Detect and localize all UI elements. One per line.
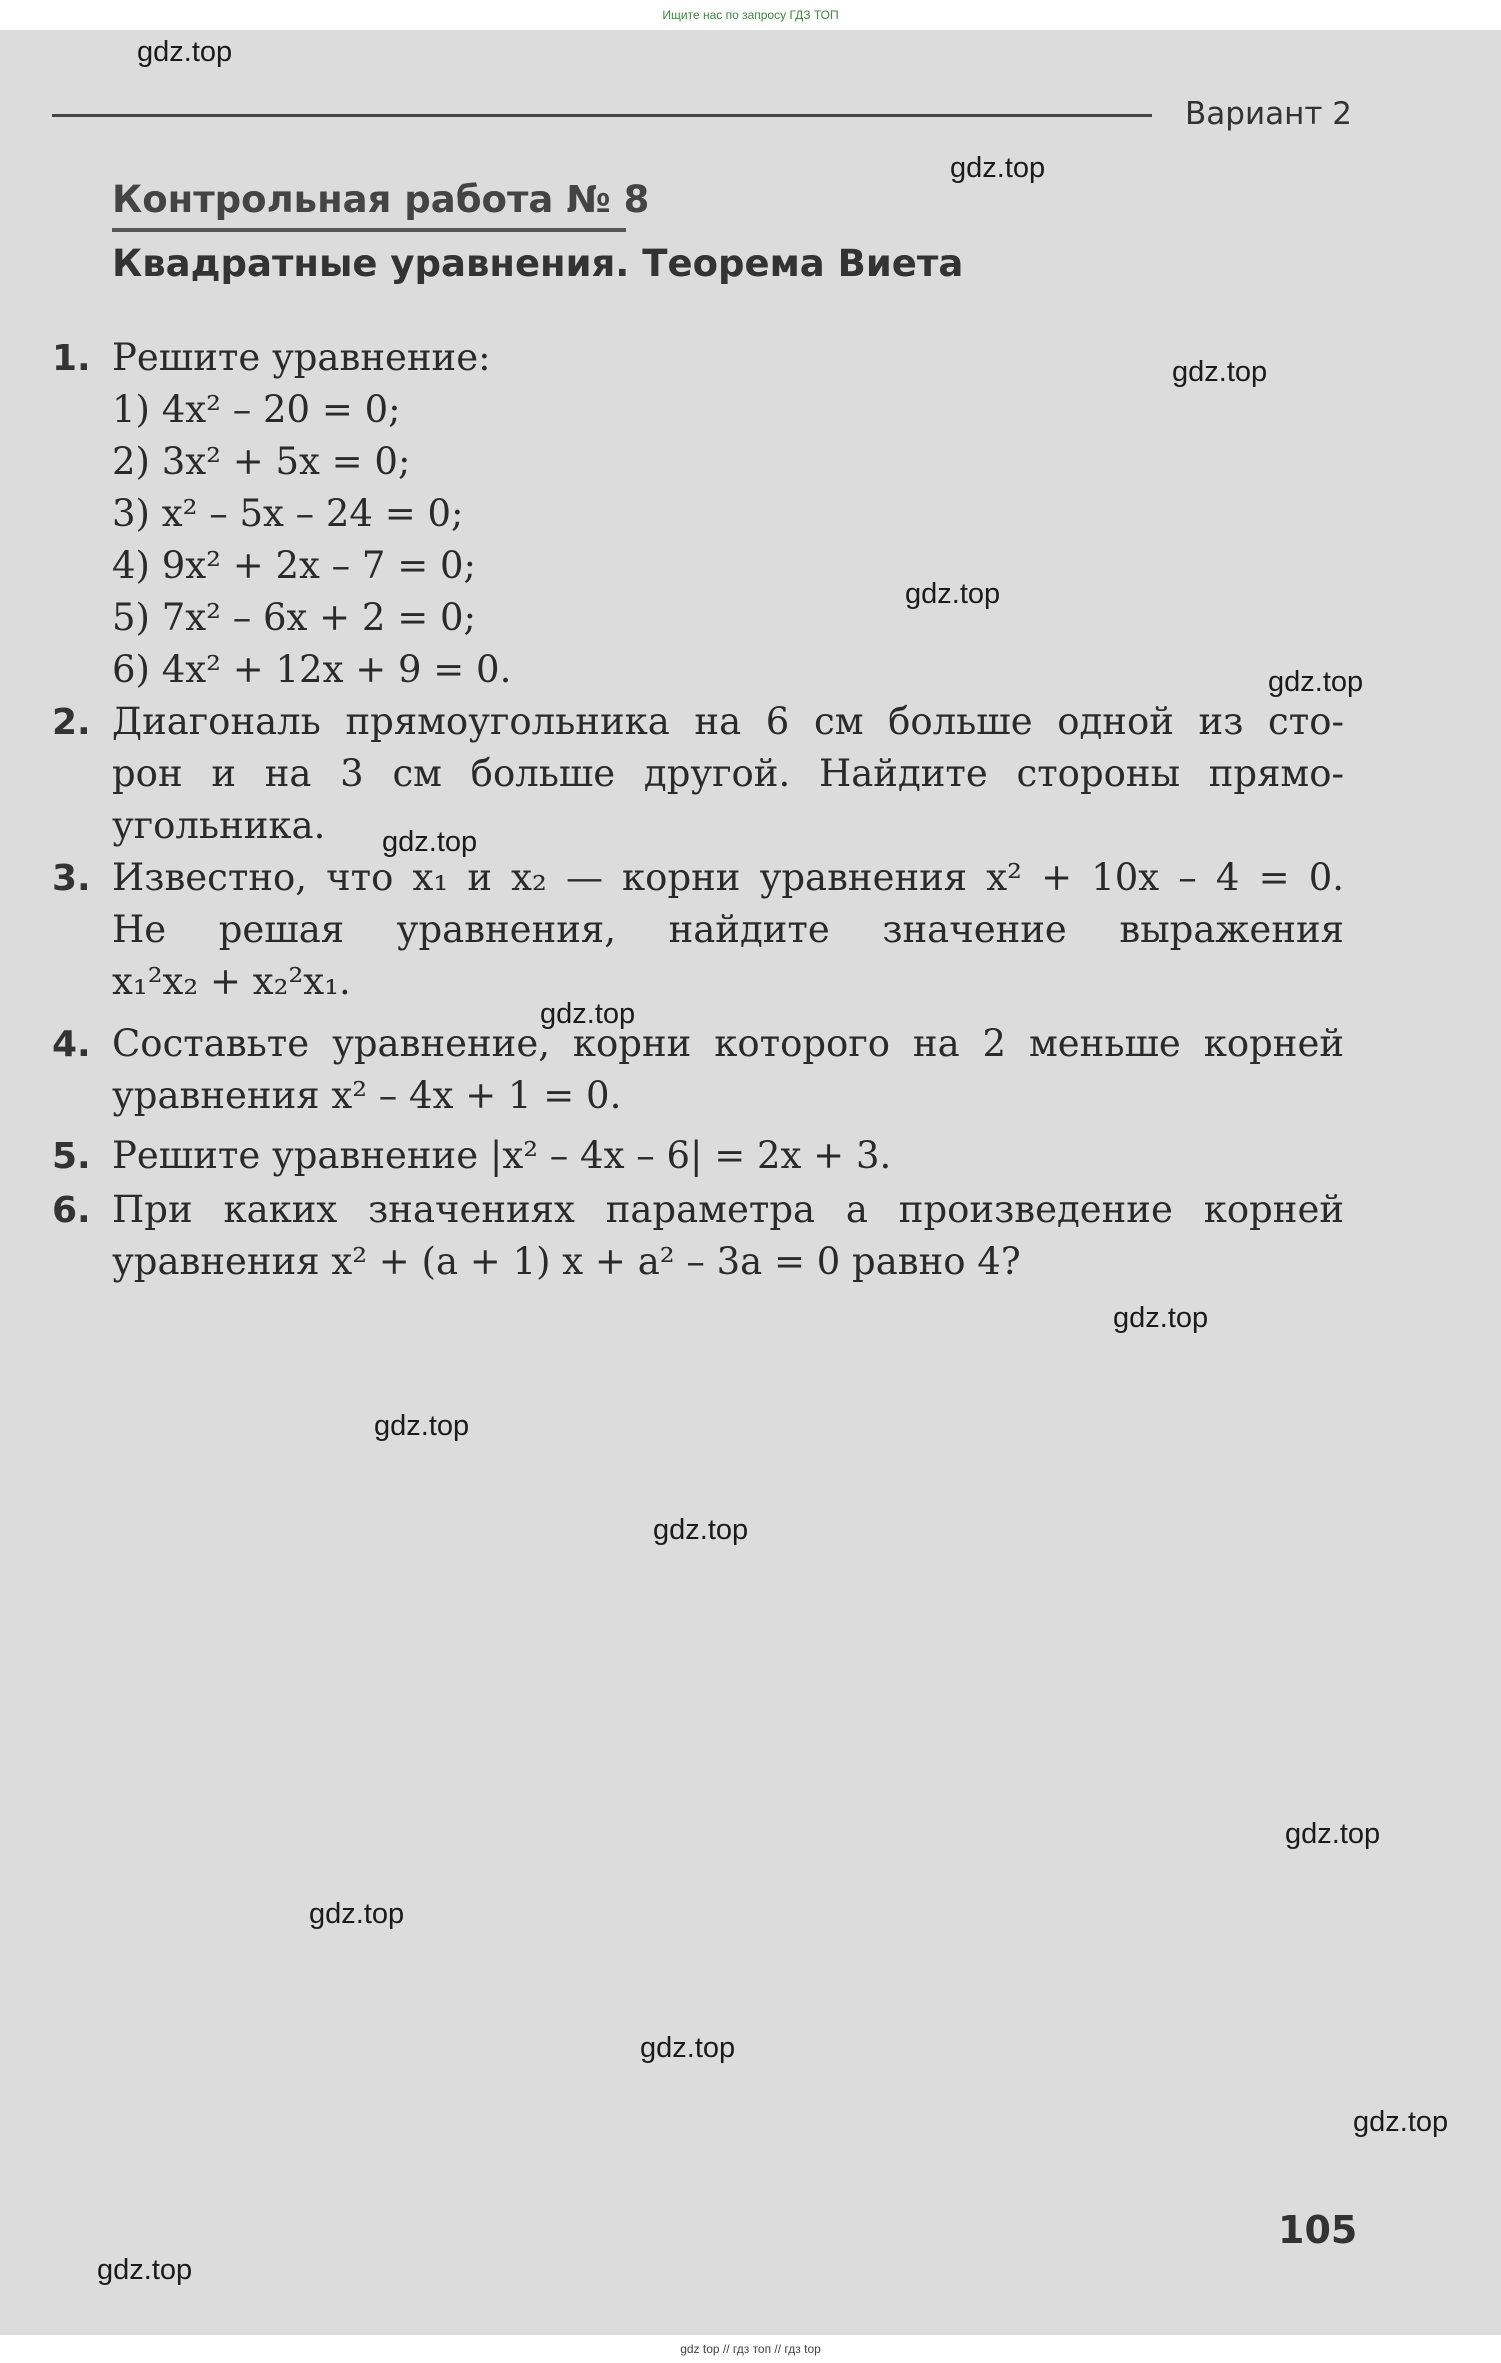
task-number: 5.: [52, 1136, 91, 1177]
task-number: 1.: [52, 338, 91, 379]
task-text: Составьте уравнение, корни которого на 2 меньше корней: [112, 1022, 1344, 1065]
task-number: 6.: [52, 1190, 91, 1231]
watermark: gdz.top: [653, 1514, 749, 1546]
page-number: 105: [1278, 2208, 1358, 2252]
task-text: угольника.: [112, 804, 326, 847]
bottom-banner: gdz top // гдз топ // гдз top: [680, 2342, 821, 2356]
watermark: gdz.top: [374, 1410, 470, 1442]
page-title: Контрольная работа № 8: [112, 178, 650, 221]
watermark: gdz.top: [1172, 356, 1268, 388]
task-text: Известно, что x₁ и x₂ — корни уравнения x² + 10x – 4 = 0.: [112, 856, 1344, 899]
task-number: 2.: [52, 702, 91, 743]
watermark: gdz.top: [1268, 666, 1364, 698]
equation-item: 3) x² – 5x – 24 = 0;: [112, 492, 464, 535]
task-text: рон и на 3 см больше другой. Найдите стороны прямо-: [112, 752, 1344, 795]
watermark: gdz.top: [540, 998, 636, 1030]
task-text: уравнения x² + (a + 1) x + a² – 3a = 0 равно 4?: [112, 1240, 1021, 1283]
task-number: 4.: [52, 1024, 91, 1065]
equation-item: 6) 4x² + 12x + 9 = 0.: [112, 648, 512, 691]
task-text: уравнения x² – 4x + 1 = 0.: [112, 1074, 622, 1117]
top-banner: Ищите нас по запросу ГДЗ ТОП: [662, 8, 839, 22]
watermark: gdz.top: [1285, 1818, 1381, 1850]
task-text: При каких значениях параметра a произведение корней: [112, 1188, 1344, 1231]
watermark: gdz.top: [1113, 1302, 1209, 1334]
watermark: gdz.top: [97, 2254, 193, 2286]
watermark: gdz.top: [640, 2032, 736, 2064]
watermark: gdz.top: [950, 152, 1046, 184]
page-subtitle: Квадратные уравнения. Теорема Виета: [112, 242, 964, 285]
task-text: x₁²x₂ + x₂²x₁.: [112, 960, 351, 1003]
watermark: gdz.top: [1353, 2106, 1449, 2138]
variant-label: Вариант 2: [1185, 96, 1352, 132]
task-text: Решите уравнение |x² – 4x – 6| = 2x + 3.: [112, 1134, 892, 1177]
task-text: Решите уравнение:: [112, 336, 491, 379]
watermark: gdz.top: [137, 36, 233, 68]
watermark: gdz.top: [309, 1898, 405, 1930]
header-rule: [52, 114, 1152, 117]
equation-item: 4) 9x² + 2x – 7 = 0;: [112, 544, 477, 587]
watermark: gdz.top: [905, 578, 1001, 610]
equation-item: 1) 4x² – 20 = 0;: [112, 388, 401, 431]
title-underline: [112, 228, 626, 232]
watermark: gdz.top: [382, 826, 478, 858]
task-text: Не решая уравнения, найдите значение выражения: [112, 908, 1344, 951]
task-number: 3.: [52, 858, 91, 899]
equation-item: 2) 3x² + 5x = 0;: [112, 440, 411, 483]
task-text: Диагональ прямоугольника на 6 см больше одной из сто-: [112, 700, 1344, 743]
equation-item: 5) 7x² – 6x + 2 = 0;: [112, 596, 477, 639]
